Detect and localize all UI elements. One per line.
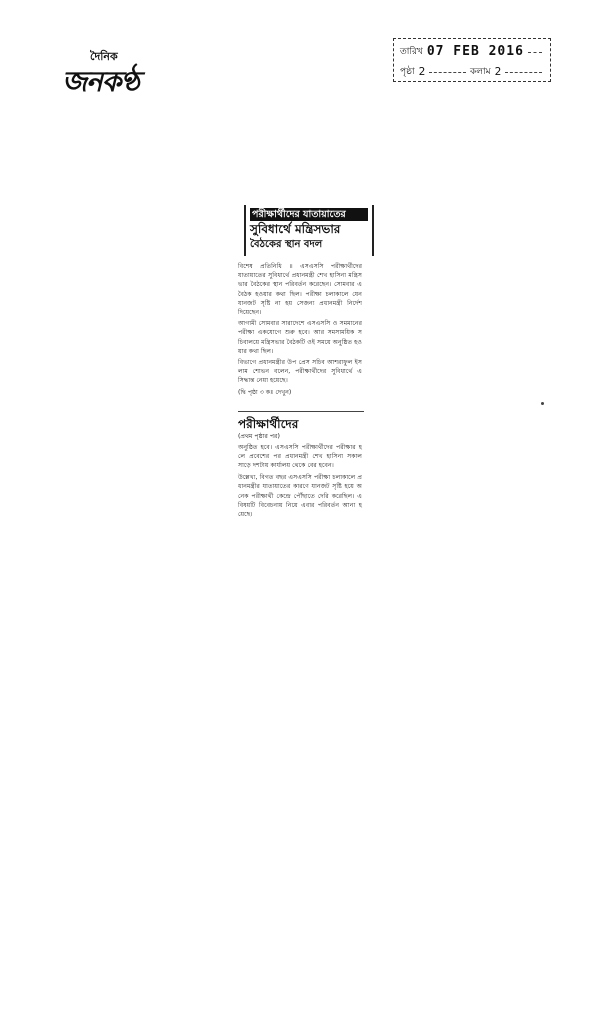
- article-body: [238, 262, 362, 397]
- stamp-column: 2: [494, 65, 502, 78]
- stamp-dash: [505, 71, 542, 73]
- masthead-title: জনকণ্ঠ: [62, 65, 139, 98]
- clipping-stamp: [393, 38, 551, 82]
- article-paragraph: অনুষ্ঠিত হবে। এসএসসি পরীক্ষার্থীদের পরীক্ষার হলে প্রবেশের পর প্রধানমন্ত্রী শেখ হাসিনা সকাল সাড়ে দশটায় কার্যালয় থেকে বের হবেন।: [238, 443, 362, 470]
- stamp-date: 07 FEB 2016: [426, 44, 524, 59]
- stamp-page-label: পৃষ্ঠা: [400, 67, 415, 77]
- headline-line-2: সুবিধার্থে মন্ত্রিসভার: [250, 222, 341, 236]
- news-clipping: [238, 205, 370, 522]
- stamp-page: 2: [418, 65, 426, 78]
- stamp-date-label: তারিখ: [400, 47, 423, 57]
- scan-speck: [541, 402, 544, 405]
- article-paragraph: বিভাগে প্রধানমন্ত্রীর উপ প্রেস সচিব আশরাফুল ইসলাম শোভন বলেন, পরীক্ষার্থীদের সুবিধার্থে এ সিদ্ধান্ত নেয়া হয়েছে।: [238, 359, 362, 385]
- stamp-column-label: কলাম: [469, 67, 491, 77]
- article-paragraph: আগামী সোমবার সারাদেশে এসএসসি ও সমমানের পরীক্ষা একযোগে শুরু হবে। আর সমসাময়িক সচিবালয়ে মন্ত্রিসভার বৈঠকটি ওই সময়ে অনুষ্ঠিত হওয়ার কথা ছিল।: [238, 320, 362, 355]
- section-divider: [238, 411, 364, 412]
- stamp-dash: [429, 71, 466, 73]
- continued-note: (দ্বি পৃষ্ঠা ৩ কঃ দেখুন): [238, 388, 292, 396]
- continuation-body: [238, 443, 362, 520]
- continuation-headline: পরীক্ষার্থীদের: [238, 416, 299, 431]
- stamp-page-row: [400, 64, 546, 79]
- article-paragraph: উল্লেখ্য, বিগত বছর এসএসসি পরীক্ষা চলাকালে প্রধানমন্ত্রীর যাতায়াতের কারণে যানজট সৃষ্টি হয়ে অনেক পরীক্ষার্থী কেন্দ্রে পৌঁছাতে দেরি করেছিল। এ বিষয়টি বিবেচনায় নিয়ে এবার পরিবর্তন আনা হয়েছে।: [238, 473, 362, 519]
- newspaper-masthead: [62, 48, 172, 98]
- headline-line-3: বৈঠকের স্থান বদল: [250, 239, 323, 250]
- headline-line-1: পরীক্ষার্থীদের যাতায়াতের: [250, 208, 368, 221]
- masthead-prefix: দৈনিক: [90, 50, 118, 63]
- stamp-date-row: [400, 44, 546, 59]
- stamp-dash: [528, 51, 542, 53]
- article-headline: [244, 205, 374, 256]
- continuation-note: (প্রথম পৃষ্ঠার পর): [238, 432, 280, 440]
- article-paragraph: বিশেষ প্রতিনিধি ॥ এসএসসি পরীক্ষার্থীদের যাতায়াতের সুবিধার্থে প্রধানমন্ত্রী শেখ হাসিনা মন্ত্রিসভার বৈঠকের স্থান পরিবর্তন করেছেন। সোমবার এ বৈঠক হওয়ার কথা ছিল। পরীক্ষা চলাকালে যেন যানজট সৃষ্টি না হয় সেজন্য প্রধানমন্ত্রী নির্দেশ দিয়েছেন।: [238, 263, 362, 317]
